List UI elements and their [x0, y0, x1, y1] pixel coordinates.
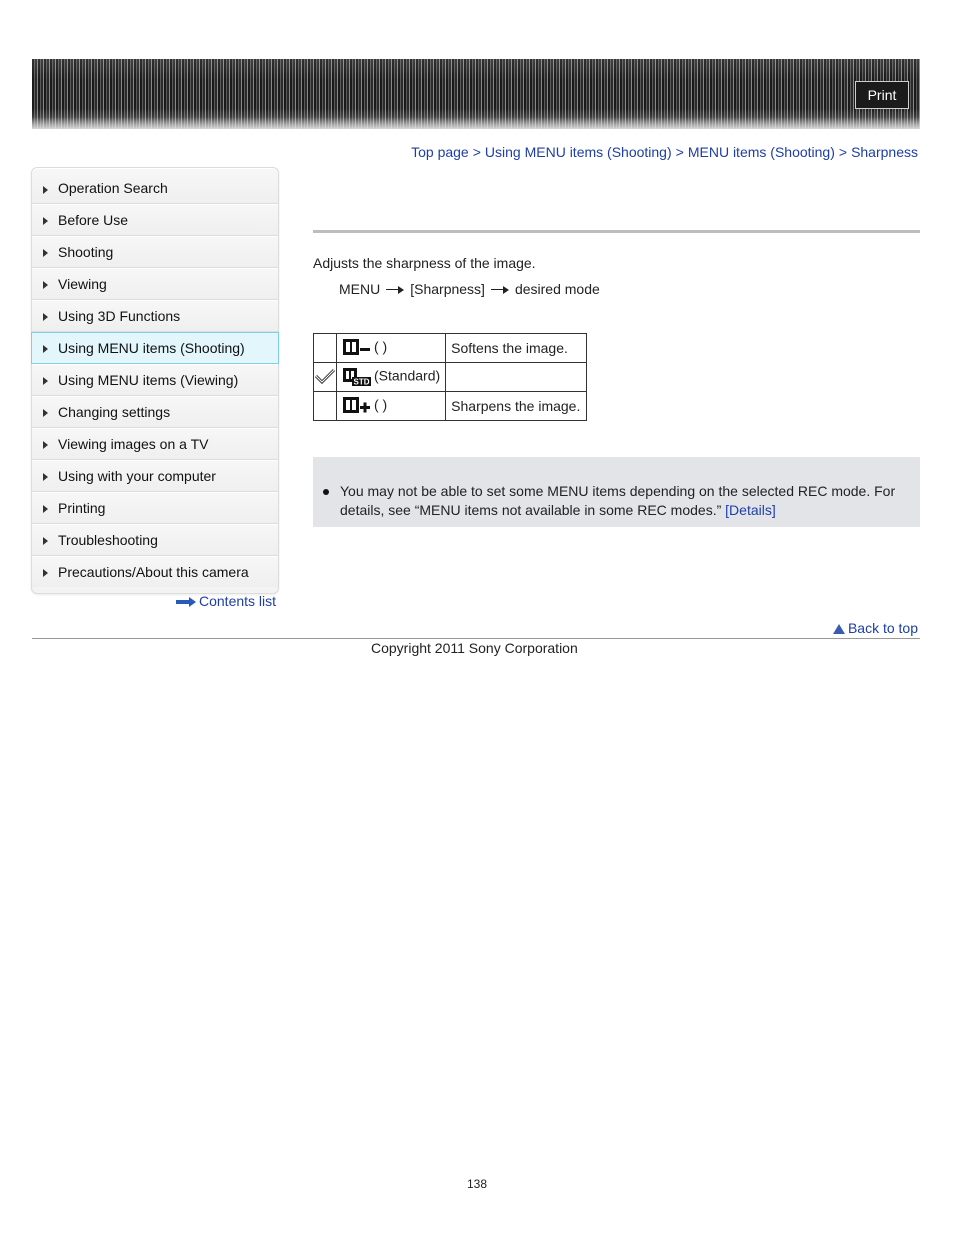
- description-cell: Softens the image.: [446, 334, 587, 363]
- sidebar-item-changing-settings[interactable]: [32, 396, 278, 428]
- page-number: 138: [466, 1177, 488, 1191]
- default-marker-cell: [314, 363, 337, 392]
- header-banner: [32, 59, 920, 129]
- breadcrumb: [411, 144, 918, 160]
- breadcrumb-menu-items-shooting[interactable]: MENU items (Shooting): [687, 144, 835, 160]
- triangle-right-icon: [43, 473, 48, 481]
- contents-list-label: Contents list: [199, 593, 277, 609]
- sidebar-item-label: Shooting: [58, 244, 114, 260]
- sidebar-item-operation-search[interactable]: [32, 168, 278, 204]
- sidebar-item-label: Changing settings: [58, 404, 171, 420]
- title-divider: [313, 230, 920, 233]
- description-cell: Sharpens the image.: [446, 392, 587, 421]
- sidebar-item-using-menu-items-shooting[interactable]: [31, 332, 279, 364]
- breadcrumb-separator: >: [675, 144, 684, 160]
- menu-path-step: desired mode: [514, 281, 600, 297]
- menu-path-step: MENU: [339, 281, 381, 297]
- mode-label: (Standard): [374, 367, 441, 384]
- default-marker-cell: [314, 334, 337, 363]
- sidebar-item-label: Using MENU items (Viewing): [58, 372, 239, 388]
- arrow-right-icon: [386, 286, 404, 294]
- mode-cell: [337, 334, 446, 363]
- breadcrumb-top-page[interactable]: Top page: [411, 144, 469, 160]
- note-body: You may not be able to set some MENU items depending on the selected REC mode. For details, see “MENU items not available in some REC modes.”: [340, 483, 896, 518]
- triangle-right-icon: [43, 505, 48, 513]
- sidebar-item-label: Viewing images on a TV: [58, 436, 209, 452]
- breadcrumb-separator: >: [838, 144, 848, 160]
- back-to-top-link[interactable]: [833, 620, 918, 636]
- sidebar-item-label: Troubleshooting: [58, 532, 158, 548]
- triangle-right-icon: [43, 569, 48, 577]
- triangle-right-icon: [43, 409, 48, 417]
- mode-cell: [337, 392, 446, 421]
- sidebar-item-using-menu-items-viewing[interactable]: [32, 364, 278, 396]
- sidebar-nav: [31, 167, 279, 594]
- note-text: [340, 482, 910, 520]
- sidebar-item-shooting[interactable]: [32, 236, 278, 268]
- table-row: [314, 392, 587, 421]
- mode-label: ( ): [374, 338, 388, 355]
- description-cell: [446, 363, 587, 392]
- sharpness-standard-icon: [342, 367, 372, 387]
- mode-label: ( ): [374, 396, 388, 413]
- triangle-right-icon: [43, 281, 48, 289]
- sidebar-item-label: Operation Search: [58, 180, 168, 196]
- arrow-right-icon: [176, 598, 196, 606]
- back-to-top-label: Back to top: [847, 620, 918, 636]
- triangle-right-icon: [43, 537, 48, 545]
- breadcrumb-sharpness[interactable]: Sharpness: [851, 144, 918, 160]
- sidebar-item-label: Precautions/About this camera: [58, 564, 249, 580]
- sidebar-item-label: Using 3D Functions: [58, 308, 181, 324]
- triangle-right-icon: [43, 345, 48, 353]
- checkmark-icon: [314, 367, 336, 385]
- sidebar-item-label: Viewing: [58, 276, 107, 292]
- details-link[interactable]: [Details]: [725, 502, 776, 518]
- menu-path-step: [Sharpness]: [410, 281, 485, 297]
- sharpness-options-table: [313, 333, 587, 421]
- triangle-up-icon: [833, 624, 845, 634]
- note-box: [313, 457, 920, 527]
- default-marker-cell: [314, 392, 337, 421]
- sidebar-item-viewing[interactable]: [32, 268, 278, 300]
- table-row: [314, 363, 587, 392]
- arrow-right-icon: [491, 286, 509, 294]
- sharpness-plus-icon: [342, 396, 372, 416]
- menu-path: [339, 281, 600, 297]
- breadcrumb-separator: >: [472, 144, 481, 160]
- triangle-right-icon: [43, 186, 48, 194]
- intro-text: Adjusts the sharpness of the image.: [313, 255, 536, 271]
- copyright-text: Copyright 2011 Sony Corporation: [371, 640, 578, 656]
- sharpness-minus-icon: [342, 338, 372, 358]
- sidebar-item-viewing-images-on-tv[interactable]: [32, 428, 278, 460]
- table-row: [314, 334, 587, 363]
- contents-list-link[interactable]: [176, 593, 276, 609]
- sidebar-item-printing[interactable]: [32, 492, 278, 524]
- sidebar-item-label: Before Use: [58, 212, 129, 228]
- svg-text:STD: STD: [353, 377, 370, 387]
- sidebar-item-label: Printing: [58, 500, 106, 516]
- sidebar-item-using-with-computer[interactable]: [32, 460, 278, 492]
- footer-divider: [32, 638, 920, 639]
- triangle-right-icon: [43, 313, 48, 321]
- sidebar-item-label: Using with your computer: [58, 468, 216, 484]
- sidebar-item-precautions[interactable]: [32, 556, 278, 587]
- triangle-right-icon: [43, 377, 48, 385]
- bullet-icon: [323, 489, 329, 495]
- sidebar-item-using-3d-functions[interactable]: [32, 300, 278, 332]
- triangle-right-icon: [43, 217, 48, 225]
- breadcrumb-using-menu-items-shooting[interactable]: Using MENU items (Shooting): [484, 144, 672, 160]
- sidebar-item-troubleshooting[interactable]: [32, 524, 278, 556]
- print-button[interactable]: Print: [855, 81, 909, 109]
- triangle-right-icon: [43, 441, 48, 449]
- mode-cell: [337, 363, 446, 392]
- sidebar-item-before-use[interactable]: [32, 204, 278, 236]
- triangle-right-icon: [43, 249, 48, 257]
- sidebar-item-label: Using MENU items (Shooting): [58, 340, 245, 356]
